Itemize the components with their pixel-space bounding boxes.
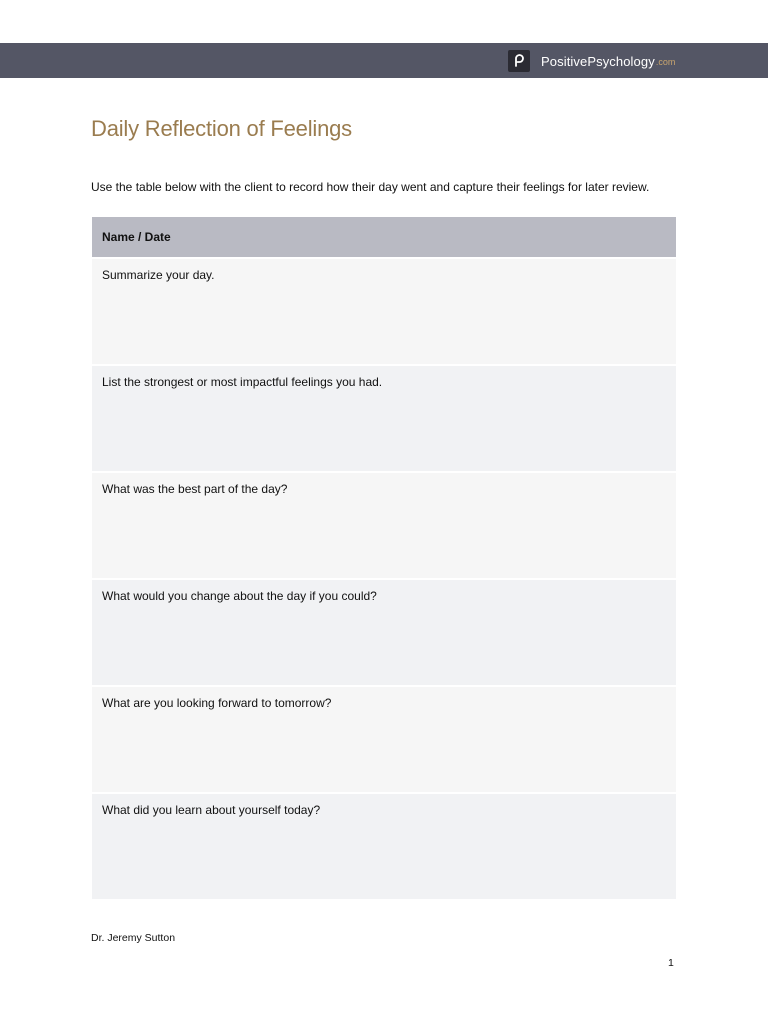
table-row[interactable] (92, 473, 676, 578)
page-number: 1 (668, 957, 674, 969)
positivepsychology-logo-icon (508, 50, 530, 72)
row-prompt: Summarize your day. (102, 268, 215, 282)
reflection-table (92, 217, 676, 899)
row-prompt: What did you learn about yourself today? (102, 803, 321, 817)
brand[interactable] (508, 50, 675, 72)
row-prompt: What are you looking forward to tomorrow? (102, 696, 332, 710)
brand-suffix: .com (655, 57, 676, 67)
row-prompt: What was the best part of the day? (102, 482, 288, 496)
brand-name: PositivePsychology (541, 53, 655, 69)
intro-text: Use the table below with the client to record how their day went and capture their feelings for later review. (91, 180, 650, 194)
table-row[interactable] (92, 259, 676, 364)
table-row[interactable] (92, 580, 676, 685)
table-row[interactable] (92, 687, 676, 792)
table-row[interactable] (92, 794, 676, 899)
row-prompt: What would you change about the day if you could? (102, 589, 377, 603)
author-name: Dr. Jeremy Sutton (91, 932, 176, 944)
page-title: Daily Reflection of Feelings (91, 116, 352, 141)
row-prompt: List the strongest or most impactful feelings you had. (102, 375, 383, 389)
table-header[interactable]: Name / Date (92, 217, 676, 257)
table-row[interactable] (92, 366, 676, 471)
